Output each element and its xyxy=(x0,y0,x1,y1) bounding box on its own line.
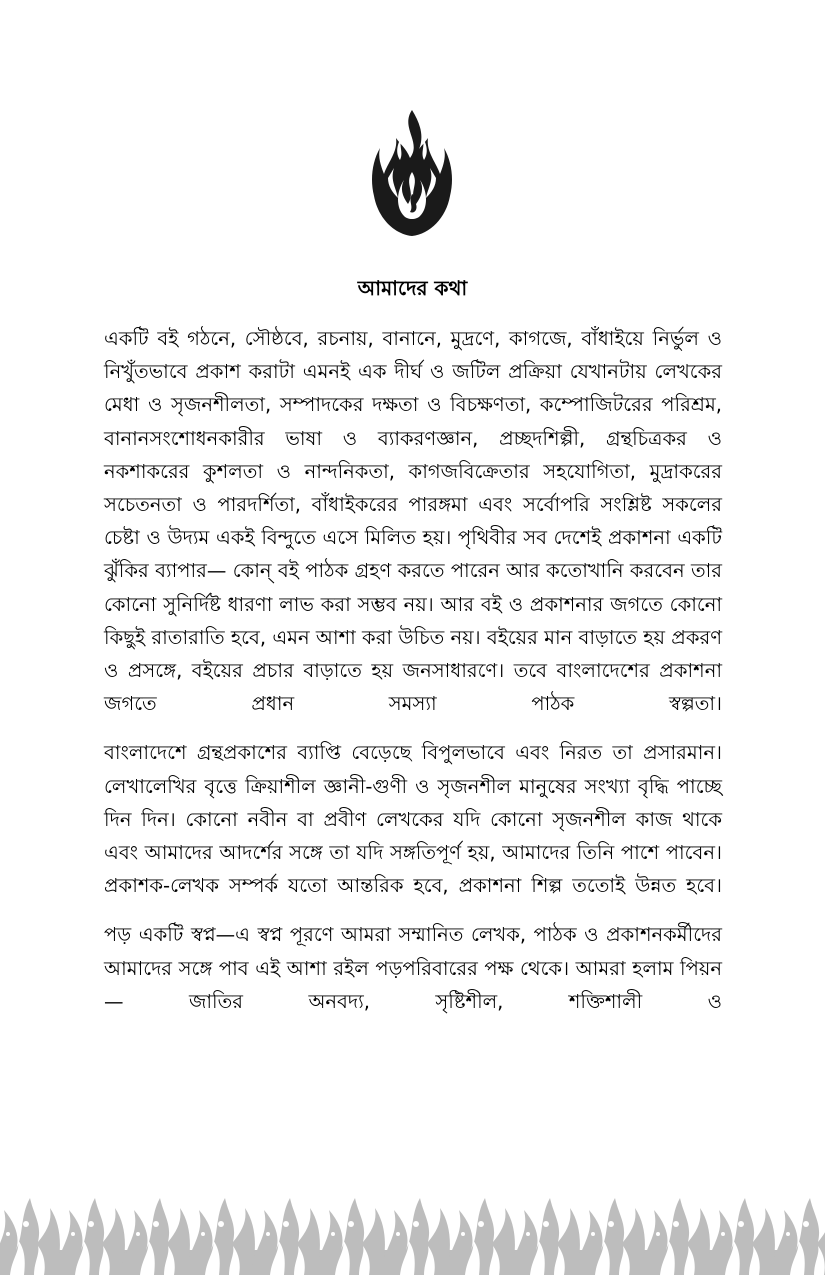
flame-logo-icon xyxy=(370,108,454,238)
paragraph-1: একটি বই গঠনে, সৌষ্ঠবে, রচনায়, বানানে, মুদ্রণে, কাগজে, বাঁধাইয়ে নির্ভুল ও নিখুঁতভাবে প্রকাশ করাটা এমনই এক দীর্ঘ ও জটিল প্রক্রিয়া যেখানটায় লেখকের মেধা ও সৃজনশীলতা, সম্পাদকের দক্ষতা ও বিচক্ষণতা, কম্পোজিটরের পরিশ্রম, বানানসংশোধনকারীর ভাষা ও ব্যাকরণজ্ঞান, প্রচ্ছদশিল্পী, গ্রন্থচিত্রকর ও নকশাকরের কুশলতা ও নান্দনিকতা, কাগজবিক্রেতার সহযোগিতা, মুদ্রাকরের সচেতনতা ও পারদর্শিতা, বাঁধাইকরের পারঙ্গমা এবং সর্বোপরি সংশ্লিষ্ট সকলের চেষ্টা ও উদ্যম একই বিন্দুতে এসে মিলিত হয়। পৃথিবীর সব দেশেই প্রকাশনা একটি ঝুঁকির ব্যাপার— কোন্ বই পাঠক গ্রহণ করতে পারেন আর কতোখানি করবেন তার কোনো সুনির্দিষ্ট ধারণা লাভ করা সম্ভব নয়। আর বই ও প্রকাশনার জগতে কোনো কিছুই রাতারাতি হবে, এমন আশা করা উচিত নয়। বইয়ের মান বাড়াতে হয় প্রকরণ ও প্রসঙ্গে, বইয়ের প্রচার বাড়াতে হয় জনসাধারণে। তবে বাংলাদেশের প্রকাশনা জগতে প্রধান সমস্যা পাঠক স্বল্পতা। xyxy=(104,327,722,716)
paragraph-2: বাংলাদেশে গ্রন্থপ্রকাশের ব্যাপ্তি বেড়েছে বিপুলভাবে এবং নিরত তা প্রসারমান। লেখালেখির বৃত্তে ক্রিয়াশীল জ্ঞানী-গুণী ও সৃজনশীল মানুষের সংখ্যা বৃদ্ধি পাচ্ছে দিন দিন। কোনো নবীন বা প্রবীণ লেখকের যদি কোনো সৃজনশীল কাজ থাকে এবং আমাদের আদর্শের সঙ্গে তা যদি সঙ্গতিপূর্ণ হয়, আমাদের তিনি পাশে পাবেন। প্রকাশক-লেখক সম্পর্ক যতো আন্তরিক হবে, প্রকাশনা শিল্প ততোই উন্নত হবে। xyxy=(104,741,722,898)
body-text xyxy=(104,322,722,1034)
flame-border-pattern xyxy=(0,1150,825,1275)
paragraph-3: পড় একটি স্বপ্ন—এ স্বপ্ন পূরণে আমরা সম্মানিত লেখক, পাঠক ও প্রকাশনকর্মীদের আমাদের সঙ্গে পাব এই আশা রইল পড়পরিবারের পক্ষ থেকে। আমরা হলাম পিয়ন— জাতির অনবদ্য, সৃষ্টিশীল, শক্তিশালী ও xyxy=(104,923,722,1013)
page-title: আমাদের কথা xyxy=(357,276,468,300)
